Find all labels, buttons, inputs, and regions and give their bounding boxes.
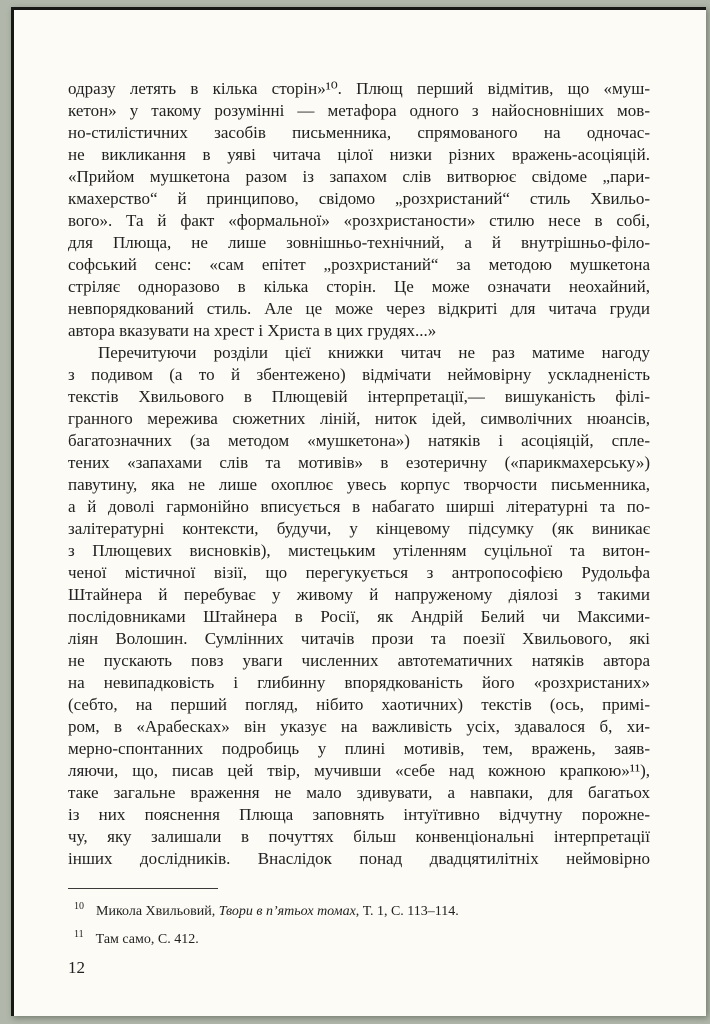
text-line: «Прийом мушкетона разом із запахом слів витворює свідоме „пари- (68, 167, 650, 186)
text-line: з Плющевих висновків), мистецьким утіленням суцільної та витон- (68, 541, 650, 560)
text-line: залітературні контексти, будучи, у кінцевому підсумку (як виникає (68, 519, 650, 538)
text-line: мерно-спонтанних подробиць у плині мотивів, тем, вражень, заяв- (68, 739, 650, 758)
footnote-text: , Т. 1, С. 113–114. (355, 904, 459, 919)
text-line: ченої містичної візії, що перегукується з антропософією Рудольфа (68, 563, 650, 582)
text-line: кмахерство“ й принципово, свідомо „розхристаний“ стиль Хвильо- (68, 189, 650, 208)
footnote-text: Там само, С. 412. (95, 932, 199, 947)
text-line: павутину, яка не лише охоплює увесь корпус творчости письменника, (68, 475, 650, 494)
text-line: ром, в «Арабесках» він указує на важливість усіх, здавалося б, хи- (68, 717, 650, 736)
footnote-separator (68, 888, 218, 889)
text-line: Перечитуючи розділи цієї книжки читач не раз матиме нагоду (98, 343, 650, 362)
text-line: для Плюща, не лише зовнішньо-технічний, а й внутрішньо-філо- (68, 233, 650, 252)
footnote-marker: 11 (74, 929, 84, 941)
footnote (68, 929, 650, 951)
text-line: не пускають повз уваги численних автотематичних натяків автора (68, 651, 650, 670)
text-block (68, 78, 650, 957)
paragraph (68, 78, 650, 342)
text-line: (себто, на перший погляд, нібито хаотичних) текстів (ось, примі- (68, 695, 650, 714)
book-page (11, 7, 706, 1016)
text-line: автора вказувати на хрест і Христа в цих грудях...» (68, 321, 437, 340)
footnote-text: Микола Хвильовий, (96, 904, 219, 919)
page-number: 12 (68, 958, 85, 977)
text-line: стріляє одноразово в кілька сторін. Це може означати неохайний, (68, 277, 650, 296)
footnote (68, 901, 650, 923)
text-line: но-стилістичних засобів письменника, спрямованого на одночас- (68, 123, 650, 142)
text-line: Штайнера й перебуває у живому й напруженому діялозі з такими (68, 585, 650, 604)
footnote-book-title: Твори в п’ятьох томах (218, 904, 356, 919)
text-line: чу, яку залишали в почуттях більш конвенціональні інтерпретації (68, 827, 650, 846)
text-line: софський сенс: «сам епітет „розхристаний“ за методою мушкетона (68, 255, 650, 274)
text-line: на невипадковість і глибинну впорядкованість його «розхристаних» (68, 673, 650, 692)
text-line: гранного мережива сюжетних ліній, ниток ідей, символічних нюансів, (68, 409, 650, 428)
text-line: одразу летять в кілька сторін»¹⁰. Плющ перший відмітив, що «муш- (68, 79, 650, 98)
text-line: а й доволі гармонійно вписується в набагато ширші літературні та по- (68, 497, 650, 516)
text-line: тених «запахами слів та мотивів» в езотеричну («парикмахерську») (68, 453, 650, 472)
text-line: кетон» у такому розумінні — метафора одного з найосновніших мов- (68, 101, 650, 120)
text-line: із них пояснення Плюща заповнять інтуїтивно відчутну порожне- (68, 805, 650, 824)
text-line: вого». Та й факт «формальної» «розхристаности» стилю несе в собі, (68, 211, 650, 230)
text-line: таке загальне враження не мало здивувати, а навпаки, для багатьох (68, 783, 650, 802)
text-line: багатозначних (за методом «мушкетона») натяків і асоціяцій, спле- (68, 431, 650, 450)
footnote-marker: 10 (74, 901, 84, 913)
paragraph (68, 342, 650, 870)
text-line: текстів Хвильового в Плющевій інтерпретації,— вишуканість філі- (68, 387, 650, 406)
text-line: інших дослідників. Внаслідок понад двадцятилітніх неймовірно (68, 849, 650, 868)
text-line: невпорядкований стиль. Але це може через відкриті для читача груди (68, 299, 650, 318)
text-line: ляючи, що, писав цей твір, мучивши «себе над кожною крапкою»¹¹), (68, 761, 650, 780)
text-line: з подивом (а то й збентежено) відмічати неймовірну ускладненість (68, 365, 650, 384)
text-line: не викликання в уяві читача цілої низки різних вражень-асоціяцій. (68, 145, 650, 164)
text-line: ліян Волошин. Сумлінних читачів прози та поезії Хвильового, які (68, 629, 650, 648)
text-line: послідовниками Штайнера в Росії, як Андрій Белий чи Максими- (68, 607, 650, 626)
